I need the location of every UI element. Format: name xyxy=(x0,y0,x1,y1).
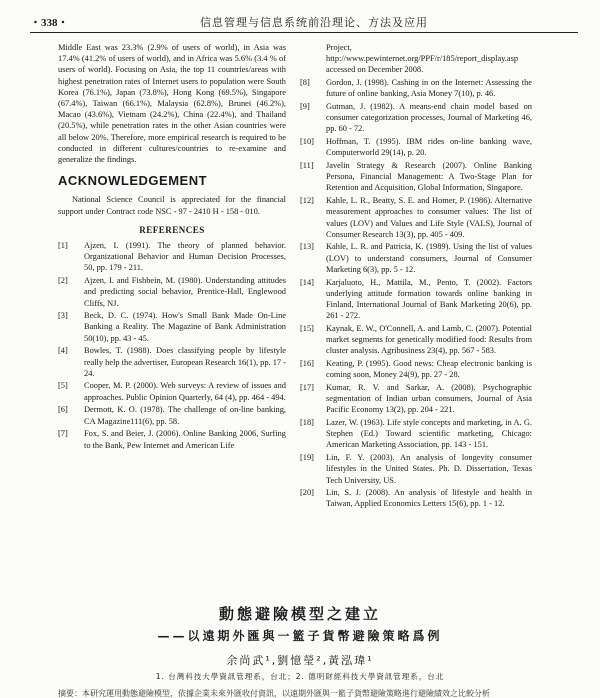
acknowledgement-heading: ACKNOWLEDGEMENT xyxy=(58,173,208,189)
reference-item xyxy=(300,358,532,380)
next-article-affiliation: 1. 台灣科技大學資訊管理系，台北；2. 德明財經科技大學資訊管理系，台北 xyxy=(155,672,445,681)
reference-text: Ajzen, I. and Fishbein, M. (1980). Understanding attitudes and predicting social behavior, Prentice-Hall, Englewood Cliffs, NJ. xyxy=(84,276,286,308)
reference-text: Kumar, R. V. and Sarkar, A. (2008). Psychographic segmentation of Indian urban consumers, Journal of Asia Pacific Economy 13(2), pp. 204 - 221. xyxy=(326,382,532,415)
reference-number: [8] xyxy=(300,78,310,88)
reference-item xyxy=(300,195,532,240)
reference-text: Bowles, T. (1988). Does classifying people by lifestyle really help the advertiser, European Research 16(1), pp. 17 - 24. xyxy=(84,346,286,378)
reference-number: [12] xyxy=(300,196,314,206)
left-column xyxy=(58,42,286,452)
acknowledgement-text: National Science Council is appreciated for the financial support under Contract code NSC - 97 - 2410 H - 158 - 010. xyxy=(58,195,286,216)
left-reference-list xyxy=(58,240,286,451)
page-header xyxy=(30,14,578,33)
reference-item xyxy=(300,417,532,451)
right-reference-list xyxy=(300,77,532,510)
reference-item xyxy=(300,277,532,322)
reference-text: Kaynak, E. W., O'Connell, A. and Lamb, C. (2007). Potential market segments for genetically modified food: Results from cluster analysis. Agribusiness 23(4), pp. 567 - 583. xyxy=(326,323,532,356)
reference-number: [5] xyxy=(58,381,68,391)
reference-text: Project, http://www.pewinternet.org/PPF/r/185/report_display.asp accessed on December 2008. xyxy=(326,43,519,75)
journal-title: 信息管理与信息系统前沿理论、方法及应用 xyxy=(200,17,428,29)
reference-text: Cooper, M. P. (2000). Web surveys: A review of issues and approaches. Public Opinion Quarterly, 64 (4), pp. 464 - 494. xyxy=(84,381,286,402)
reference-item xyxy=(300,136,532,158)
reference-number: [11] xyxy=(300,161,314,171)
reference-item xyxy=(300,323,532,357)
reference-item xyxy=(58,380,286,402)
reference-text: Karjaluoto, H., Mattila, M., Pento, T. (2002). Factors underlying attitude formation towards online banking in Finland, International Journal of Bank Marketing 20(6), pp. 261 - 272. xyxy=(326,277,532,321)
reference-number: [10] xyxy=(300,137,314,147)
reference-text: Gordon, J. (1998). Cashing in on the Internet: Assessing the future of online banking, Asia Money 7(10), p. 46. xyxy=(326,78,532,99)
reference-number: [17] xyxy=(300,382,314,392)
reference-number: [3] xyxy=(58,311,68,321)
reference-text: Lin, S. J. (2008). An analysis of lifestyle and health in Taiwan, Applied Economics Letters 15(6), pp. 1 - 12. xyxy=(326,488,532,509)
reference-text: Gutman, J. (1982). A means-end chain model based on consumer categorization processes, Journal of Marketing 46, pp. 60 - 72. xyxy=(326,102,532,134)
reference-item xyxy=(58,310,286,344)
reference-item xyxy=(300,101,532,135)
reference-item xyxy=(300,487,532,509)
reference-item xyxy=(300,77,532,99)
reference-text: Hoffman, T. (1995). IBM rides on-line banking wave, Computerworld 29(14), p. 20. xyxy=(326,137,532,158)
reference-text: Kahle, L. R. and Patricia, K. (1989). Using the list of values (LOV) to understand consumers, Journal of Consumer Marketing 6(3), pp. 5 - 12. xyxy=(326,242,532,274)
references-heading: REFERENCES xyxy=(139,224,205,235)
reference-number: [1] xyxy=(58,241,68,251)
reference-number: [7] xyxy=(58,429,68,439)
next-article-abstract-cut: 摘要：本研究運用動態避險模型，依據企業未來外匯收付資訊，以遠期外匯與一籃子貨幣避險策略進行避險績效之比較分析 xyxy=(58,689,490,698)
reference-item xyxy=(58,240,286,274)
reference-number: [13] xyxy=(300,242,314,252)
reference-text: Lazer, W. (1963). Life style concepts and marketing, in A. G. Stephen (Ed.) Toward scientific marketing, Chicago: American Marketing Association, pp. 143 - 151. xyxy=(326,418,532,450)
reference-number: [6] xyxy=(58,405,68,415)
reference-number: [19] xyxy=(300,453,314,463)
reference-number: [15] xyxy=(300,323,314,333)
reference-item xyxy=(58,428,286,450)
reference-item xyxy=(300,160,532,194)
reference-number: [4] xyxy=(58,346,68,356)
reference-number: [2] xyxy=(58,276,68,286)
reference-text: Ajzen, I. (1991). The theory of planned behavior. Organizational Behavior and Human Decision Processes, 50, pp. 179 - 211. xyxy=(84,241,286,273)
reference-number: [16] xyxy=(300,358,314,368)
reference-item xyxy=(58,275,286,309)
right-column xyxy=(300,42,532,511)
reference-text: Dermott, K. O. (1978). The challenge of on-line banking, CA Magazine111(6), pp. 58. xyxy=(84,405,286,426)
reference-text: Keating, P. (1995). Good news: Cheap electronic banking is coming soon, Money 24(9), pp. 27 - 28. xyxy=(326,358,532,380)
reference-number: [9] xyxy=(300,102,310,112)
reference-continuation xyxy=(300,42,532,76)
reference-text: Lin, F. Y. (2003). An analysis of longevity consumer lifestyles in the United States. Ph. D. Dissertation, Texas Tech University, US. xyxy=(326,453,532,485)
reference-text: Beck, D. C. (1974). How's Small Bank Made On-Line Banking a Reality. The Magazine of Bank Administration 50(10), pp. 43 - 45. xyxy=(84,311,286,343)
reference-number: [18] xyxy=(300,418,314,427)
reference-number: [14] xyxy=(300,277,314,287)
reference-text: Fox, S. and Beier, J. (2006). Online Banking 2006, Surfing to the Bank, Pew Internet and American Life xyxy=(84,429,286,450)
page-number: ・338・ xyxy=(30,17,69,29)
intro-paragraph: Middle East was 23.3% (2.9% of users of world), in Asia was 17.4% (41.2% of users of world), and in Africa was 5.6% (3.4 % of users of world). Focusing on Asia, the top 11 countries/areas with highest penetration rates of Internet users to population were South Korea (76.1%), Japan (73.8%), Hong Kong (69.5%), Singapore (67.4%), Taiwan (66.1%), Malaysia (62.8%), Brunei (46.2%), Macao (43.6%), Vietnam (24.2%), China (22.4%), and Thailand (20.5%), while penetration rates in the other Asian countries were all below 20%. Therefore, more empirical research is required to be conducted in different cultures/countries to re-examine and generalize the findings. xyxy=(58,43,286,165)
reference-text: Kahle, L. R., Beatty, S. E. and Homer, P. (1986). Alternative measurement approaches to consumer values: The list of values (LOV) and Values and Life Style (VALS), Journal of Consumer Research 13(3), pp. 405 - 409. xyxy=(326,196,532,239)
reference-item xyxy=(300,382,532,416)
next-article-authors: 余尚武¹,劉憶瑩²,黃泓瑋¹ xyxy=(226,654,374,667)
next-article-subtitle: ——以遠期外匯與一籃子貨幣避險策略爲例 xyxy=(157,629,443,643)
reference-item xyxy=(58,404,286,426)
reference-number: [20] xyxy=(300,488,314,498)
next-article-title: 動態避險模型之建立 xyxy=(218,605,381,623)
reference-item xyxy=(300,241,532,275)
next-article-title-block xyxy=(0,597,600,682)
reference-item xyxy=(58,345,286,379)
reference-item xyxy=(300,452,532,486)
reference-text: Javelin Strategy & Research (2007). Online Banking Persona, Financial Management: A Two-Stage Plan for Retention and Acquisition, Global Information, Singapore. xyxy=(326,161,532,193)
